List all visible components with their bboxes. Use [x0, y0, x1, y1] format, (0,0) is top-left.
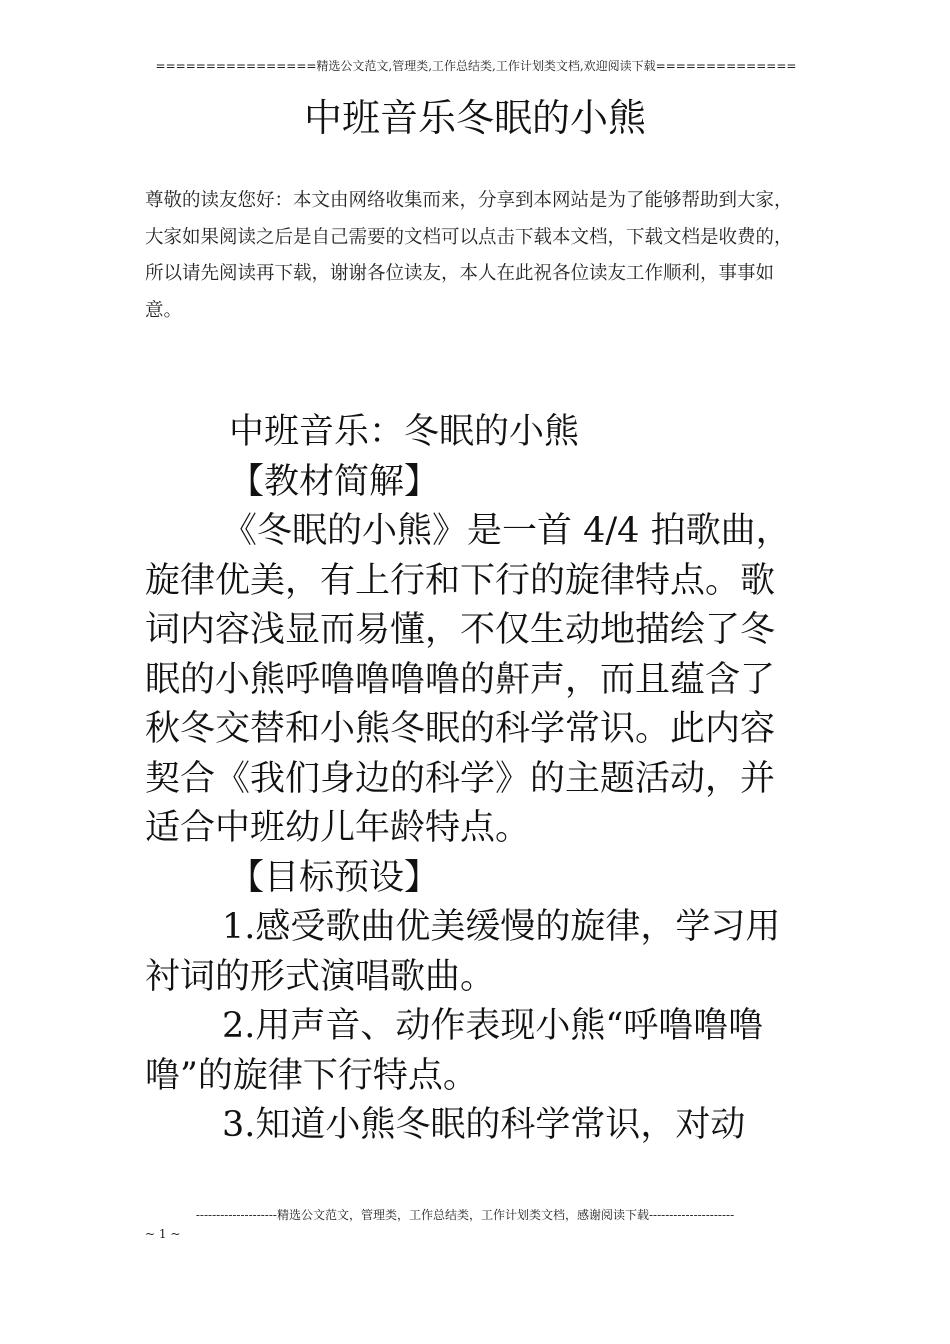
header-banner: ================精选公文范文,管理类,工作总结类,工作计划类文档,欢迎阅读下载==============	[155, 59, 797, 73]
page-number: ~ 1 ~	[145, 1227, 181, 1241]
section-heading-materials: 【教材简解】	[229, 461, 440, 502]
subtitle: 中班音乐：冬眠的小熊	[229, 412, 580, 452]
goal-item: 2.用声音、动作表现小熊“呼噜噜噜噜”的旋律下行特点。	[145, 1006, 764, 1096]
greeting-paragraph: 尊敬的读友您好：本文由网络收集而来，分享到本网站是为了能够帮助到大家，大家如果阅读之后是自己需要的文档可以点击下载本文档，下载文档是收费的，所以请先阅读再下载，谢谢各位读友，本人在此祝各位读友工作顺利，事事如意。	[145, 190, 793, 321]
goal-item: 1.感受歌曲优美缓慢的旋律，学习用衬词的形式演唱歌曲。	[145, 907, 781, 997]
goal-item: 3.知道小熊冬眠的科学常识，对动	[222, 1105, 746, 1145]
materials-paragraph: 《冬眠的小熊》是一首 4/4 拍歌曲，旋律优美，有上行和下行的旋律特点。歌词内容浅显而易懂，不仅生动地描绘了冬眠的小熊呼噜噜噜噜的鼾声，而且蕴含了秋冬交替和小熊冬眠的科学常识。此内容契合《我们身边的科学》的主题活动，并适合中班幼儿年龄特点。	[145, 511, 791, 848]
document-body	[145, 408, 805, 1151]
footer-banner: --------------------精选公文范文，管理类，工作总结类，工作计划类文档，感谢阅读下载---------------------	[195, 1208, 735, 1222]
document-title: 中班音乐冬眠的小熊	[303, 96, 646, 140]
section-heading-goals: 【目标预设】	[229, 857, 440, 898]
